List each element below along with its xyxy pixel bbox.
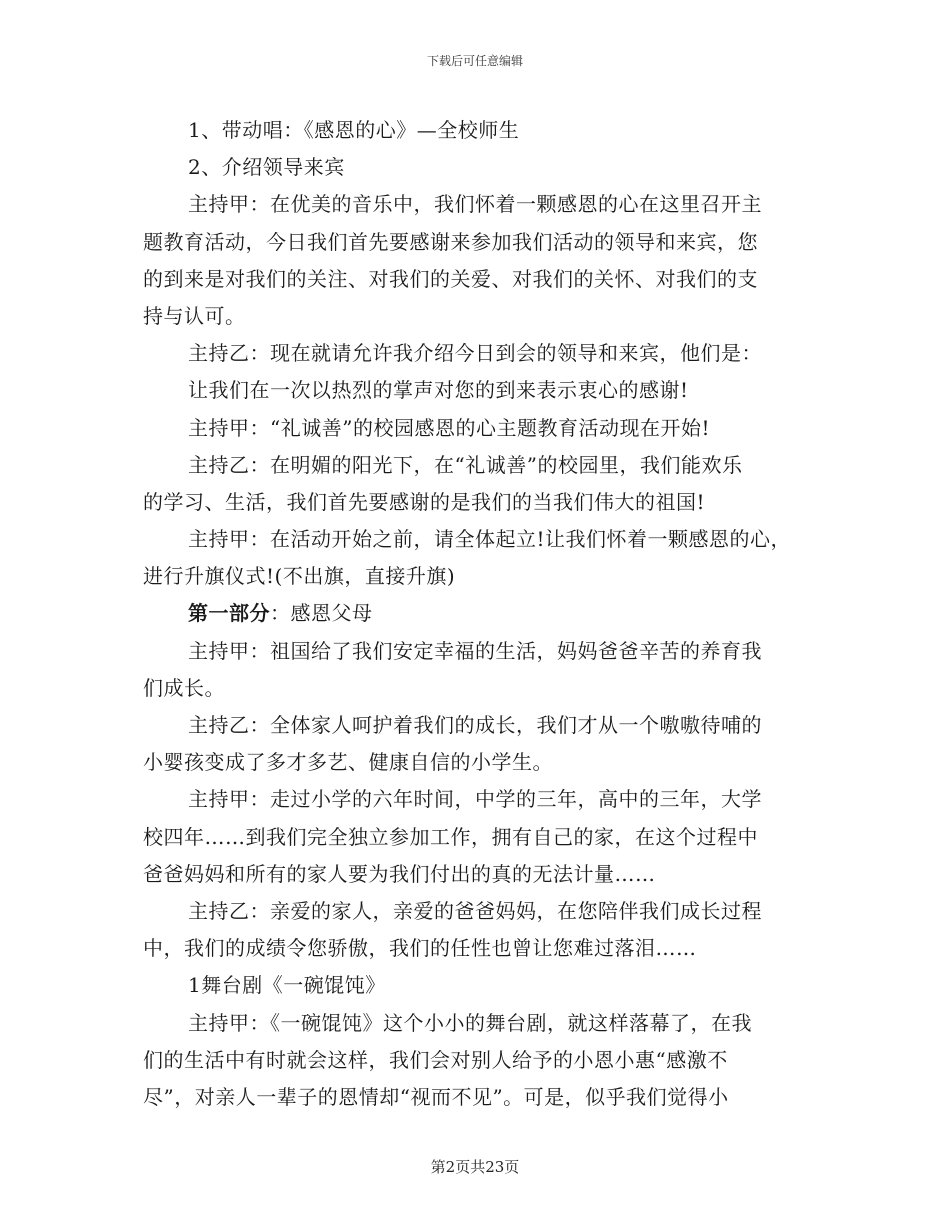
- paragraph-line: 们成长。: [143, 675, 225, 700]
- paragraph-line: 进行升旗仪式!(不出旗，直接升旗): [143, 564, 456, 589]
- paragraph-line: 主持甲：在优美的音乐中，我们怀着一颗感恩的心在这里召开主: [188, 192, 762, 217]
- paragraph-line: 主持甲：《一碗馄饨》这个小小的舞台剧，就这样落幕了，在我: [188, 1010, 752, 1035]
- paragraph-line: 的到来是对我们的关注、对我们的关爱、对我们的关怀、对我们的支: [143, 266, 758, 291]
- paragraph-line: 主持乙：在明媚的阳光下，在“礼诚善”的校园里，我们能欢乐: [188, 452, 743, 477]
- section-heading: 第一部分：感恩父母: [188, 601, 373, 626]
- document-body: [143, 112, 823, 1116]
- paragraph-line: 题教育活动，今日我们首先要感谢来参加我们活动的领导和来宾，您: [143, 229, 758, 254]
- paragraph-line: 尽”，对亲人一辈子的恩情却“视而不见”。可是，似乎我们觉得小: [143, 1084, 729, 1109]
- paragraph-line: 1、带动唱：《感恩的心》—全校师生: [188, 118, 520, 142]
- page-header: 下载后可任意编辑: [426, 54, 523, 68]
- paragraph-line: 们的生活中有时就会这样，我们会对别人给予的小恩小惠“感激不: [143, 1047, 728, 1072]
- paragraph-line: 校四年……到我们完全独立参加工作，拥有自己的家，在这个过程中: [143, 824, 758, 849]
- paragraph-line: 持与认可。: [143, 303, 246, 328]
- paragraph-line: 主持甲：祖国给了我们安定幸福的生活，妈妈爸爸辛苦的养育我: [188, 638, 762, 663]
- page-footer: 第2页共23页: [430, 1158, 520, 1176]
- paragraph-line: 主持乙：亲爱的家人，亲爱的爸爸妈妈，在您陪伴我们成长过程: [188, 898, 762, 923]
- paragraph-line: 1舞台剧《一碗馄饨》: [188, 973, 386, 998]
- paragraph-line: 主持甲：“礼诚善”的校园感恩的心主题教育活动现在开始!: [188, 415, 710, 440]
- section-heading-label: 第一部分: [188, 601, 270, 626]
- paragraph-line: 中，我们的成绩令您骄傲，我们的任性也曾让您难过落泪……: [143, 936, 697, 961]
- paragraph-line: 让我们在一次以热烈的掌声对您的到来表示衷心的感谢!: [188, 378, 689, 403]
- paragraph-line: 主持乙：现在就请允许我介绍今日到会的领导和来宾，他们是：: [188, 341, 762, 366]
- paragraph-line: 小婴孩变成了多才多艺、健康自信的小学生。: [143, 750, 553, 775]
- paragraph-line: 主持甲：走过小学的六年时间，中学的三年，高中的三年，大学: [188, 787, 762, 812]
- paragraph-line: 爸爸妈妈和所有的家人要为我们付出的真的无法计量……: [143, 861, 656, 886]
- paragraph-line: 主持乙：全体家人呵护着我们的成长，我们才从一个嗷嗷待哺的: [188, 713, 762, 737]
- paragraph-line: 2、介绍领导来宾: [188, 155, 345, 180]
- paragraph-line: 的学习、生活，我们首先要感谢的是我们的当我们伟大的祖国!: [143, 489, 706, 514]
- paragraph-line: 主持甲：在活动开始之前，请全体起立!让我们怀着一颗感恩的心，: [188, 527, 792, 552]
